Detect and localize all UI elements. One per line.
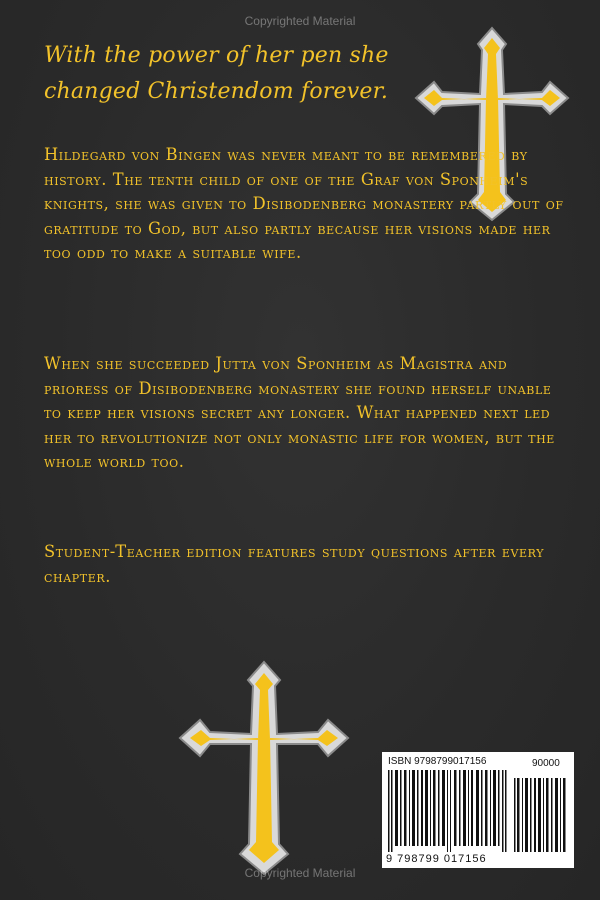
barcode-box — [382, 752, 574, 868]
price-code: 90000 — [532, 758, 560, 769]
cross-icon — [176, 658, 352, 878]
tagline — [44, 38, 424, 110]
cross-bottom-shape — [180, 662, 348, 874]
isbn-label: ISBN 9798799017156 — [388, 756, 487, 767]
watermark-bottom: Copyrighted Material — [244, 866, 356, 880]
watermark-top: Copyrighted Material — [244, 14, 356, 28]
tagline-line-2: changed Christendom forever. — [44, 79, 389, 104]
blurb-paragraph-2: When she succeeded Jutta von Sponheim as Magistra and prioress of Disibodenberg monastery she found herself unable to keep her visions secret any longer. What happened next led her to revolutionize not only monastic life for women, but the whole world too. — [44, 354, 555, 472]
barcode-icon — [386, 770, 570, 852]
isbn-digits: 9 798799 017156 — [386, 853, 487, 865]
tagline-line-1: With the power of her pen she — [44, 43, 389, 68]
blurb-paragraph-1: Hildegard von Bingen was never meant to be remembered by history. The tenth child of one of the Graf von Sponheim's knights, she was given to Disibodenberg monastery partly out of gratitude to God, but also partly because her visions made her too odd to make a suitable wife. — [44, 145, 564, 263]
blurb-paragraph-3: Student-Teacher edition features study questions after every chapter. — [44, 542, 545, 586]
